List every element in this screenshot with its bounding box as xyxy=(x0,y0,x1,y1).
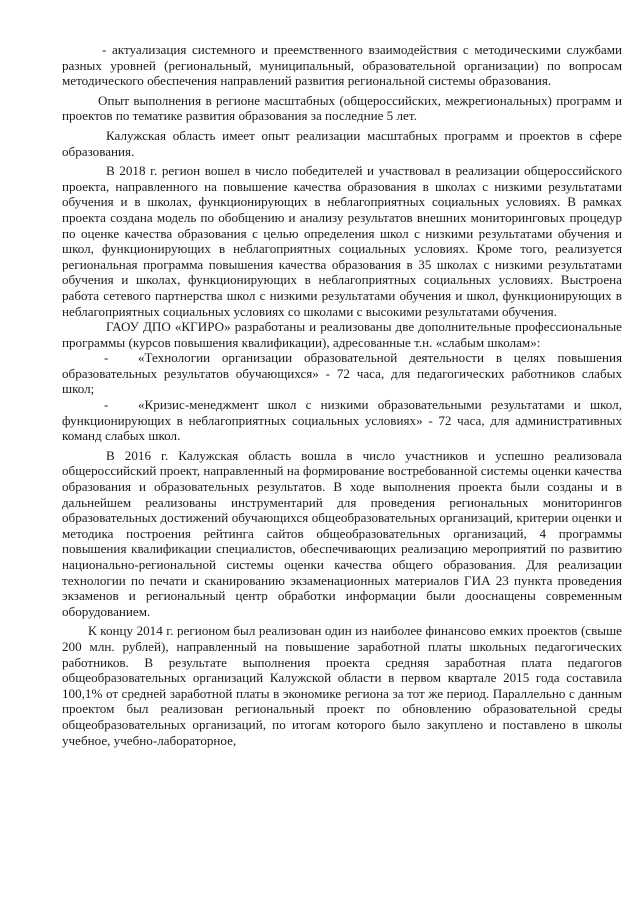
list-item-text: «Кризис-менеджмент школ с низкими образовательными результатами и школ, функционирующих в неблагоприятных социальных условиях» - 72 часа, для административных команд слабых школ. xyxy=(62,397,622,444)
paragraph-2014-project: К концу 2014 г. регионом был реализован один из наиболее финансово емких проектов (свыше 200 млн. рублей), направленный на повышение заработной платы школьных педагогических работников. В результате выполнения проекта средняя заработная плата педагогов общеобразовательных организаций Калужской области в первом квартале 2015 года составила 100,1% от средней заработной платы в экономике региона за тот же период. Параллельно с данным проектом был реализован региональный проект по обновлению образовательной среды общеобразовательных организаций, по итогам которого было закуплено и поставлено в школы учебное, учебно-лабораторное, xyxy=(62,623,622,748)
paragraph-kgiro-programs: ГАОУ ДПО «КГИРО» разработаны и реализованы две дополнительные профессиональные программы (курсов повышения квалификации), адресованные т.н. «слабым школам»: xyxy=(62,319,622,350)
paragraph-experience-heading: Опыт выполнения в регионе масштабных (общероссийских, межрегиональных) программ и проектов по тематике развития образования за последние 5 лет. xyxy=(62,92,622,124)
paragraph-methodical-services: - актуализация системного и преемственного взаимодействия с методическими службами разных уровней (региональный, муниципальный, образовательной организации) по вопросам методического обеспечения направлений развития региональной системы образования. xyxy=(62,42,622,89)
paragraph-2018-project: В 2018 г. регион вошел в число победителей и участвовал в реализации общероссийского проекта, направленного на повышение качества образования в школах с низкими результатами обучения и в школах, функционирующих в неблагоприятных социальных условиях. В рамках проекта создана модель по обобщению и анализу результатов внешних мониторинговых процедур по оценке качества образования с целью определения школ с низкими результатами обучения и школ, функционирующих в неблагоприятных социальных условиях. Кроме того, реализуется региональная программа повышения качества образования в 35 школах с низкими результатами обучения и школах, функционирующих в неблагоприятных социальных условиях. Выстроена работа сетевого партнерства школ с низкими результатами обучения и школ, функционирующих в неблагоприятных социальных условиях со школами с высокими результатами обучения. xyxy=(62,163,622,319)
list-item-crisis-management-program xyxy=(62,397,622,444)
list-item-text: «Технологии организации образовательной деятельности в целях повышения образовательных результатов обучающихся» - 72 часа, для педагогических работников слабых школ; xyxy=(62,350,622,397)
list-dash: - xyxy=(104,397,109,413)
list-item-technologies-program xyxy=(62,350,622,397)
paragraph-kaluga-experience: Калужская область имеет опыт реализации масштабных программ и проектов в сфере образования. xyxy=(62,127,622,159)
document-page xyxy=(62,42,622,748)
list-dash: - xyxy=(104,350,109,366)
paragraph-2016-project: В 2016 г. Калужская область вошла в число участников и успешно реализовала общероссийский проект, направленный на формирование востребованной системы оценки качества образования и образовательных результатов. В ходе выполнения проекта были созданы и в дальнейшем реализованы инструментарий для проведения региональных мониторингов образовательных достижений обучающихся общеобразовательных организаций, критерии оценки и методика построения рейтинга сайтов общеобразовательных организаций, 4 программы повышения квалификации специалистов, обеспечивающих реализацию мероприятий по развитию национально-региональной системы оценки качества общего образования. Для реализации технологии по печати и сканированию экзаменационных материалов ГИА 23 пункта проведения экзаменов и региональный центр обработки информации были дооснащены современным оборудованием. xyxy=(62,447,622,619)
